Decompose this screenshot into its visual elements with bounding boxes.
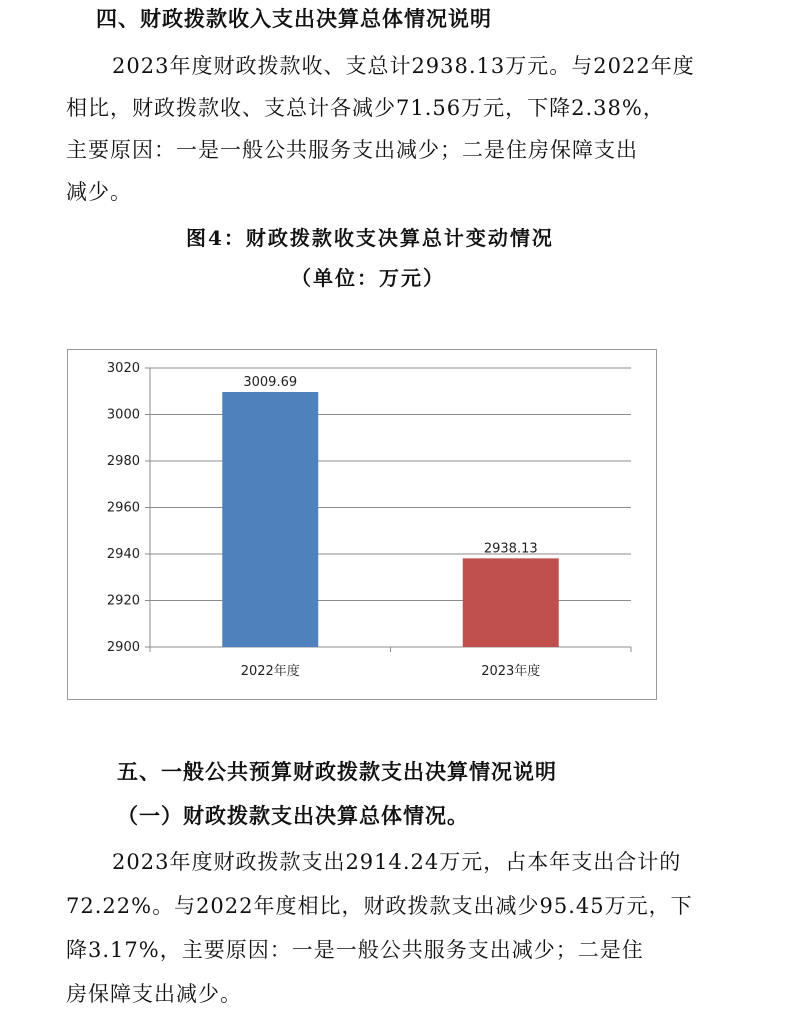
y-tick-label: 3000 bbox=[106, 407, 140, 423]
y-tick-label: 3020 bbox=[106, 361, 140, 376]
section5-subheading: （一）财政拨款支出决算总体情况。 bbox=[117, 803, 469, 828]
figure-caption: 图4：财政拨款收支决算总计变动情况 bbox=[186, 226, 554, 250]
data-label-2: 2938.13 bbox=[483, 541, 538, 557]
section4-line-3: 主要原因：一是一般公共服务支出减少；二是住房保障支出 bbox=[66, 138, 638, 162]
section5-line-2: 72.22%。与2022年度相比，财政拨款支出减少95.45万元，下 bbox=[66, 894, 693, 918]
y-tick-label: 2980 bbox=[106, 454, 140, 469]
y-tick-label: 2960 bbox=[106, 500, 140, 516]
chart-frame bbox=[67, 349, 657, 700]
y-tick-label: 2920 bbox=[106, 593, 140, 609]
bar-chart bbox=[68, 350, 656, 699]
section5-line-1: 2023年度财政拨款支出2914.24万元，占本年支出合计的 bbox=[112, 850, 682, 874]
section5-heading: 五、一般公共预算财政拨款支出决算情况说明 bbox=[117, 759, 557, 784]
x-category-label: 2023年度 bbox=[481, 664, 541, 679]
bar-1 bbox=[222, 392, 318, 647]
section4-line-4: 减少。 bbox=[66, 180, 132, 204]
y-tick-label: 2940 bbox=[106, 547, 140, 562]
data-label-1: 3009.69 bbox=[243, 374, 298, 390]
section4-line-2: 相比，财政拨款收、支总计各减少71.56万元，下降2.38%， bbox=[66, 96, 665, 120]
section4-heading: 四、财政拨款收入支出决算总体情况说明 bbox=[96, 6, 492, 31]
section4-line-1: 2023年度财政拨款收、支总计2938.13万元。与2022年度 bbox=[112, 54, 695, 78]
section5-line-3: 降3.17%，主要原因：一是一般公共服务支出减少；二是住 bbox=[66, 938, 644, 962]
section5-line-4: 房保障支出减少。 bbox=[66, 982, 242, 1006]
bar-2 bbox=[463, 558, 559, 647]
figure-unit: （单位：万元） bbox=[291, 266, 445, 290]
y-tick-label: 2900 bbox=[106, 640, 140, 655]
x-category-label: 2022年度 bbox=[240, 664, 300, 679]
